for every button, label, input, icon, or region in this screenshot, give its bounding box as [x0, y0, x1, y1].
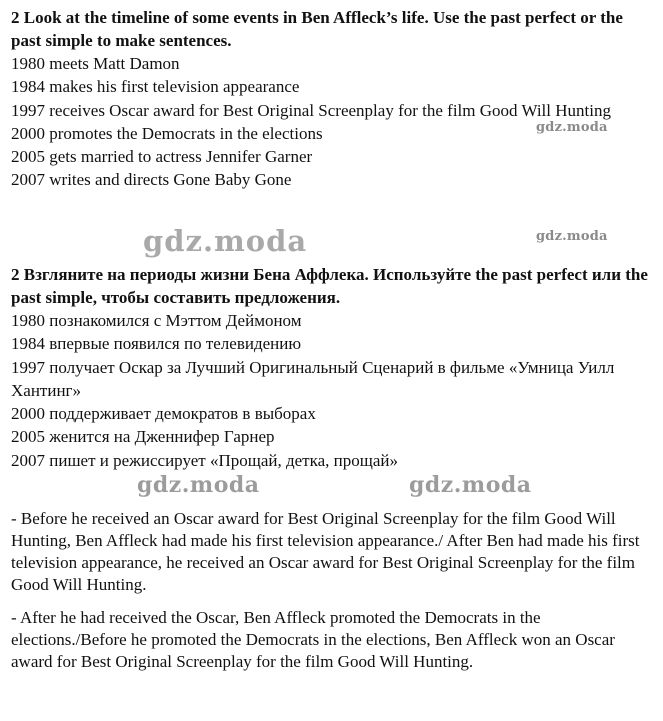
- answer-text-2: - After he had received the Oscar, Ben Affleck promoted the Democrats in the elections./Before he promoted the Democrats in the elections, Ben Affleck won an Oscar award for Best Original Screenplay for the film Good Will Hunting.: [11, 608, 615, 671]
- russian-task: [11, 263, 651, 472]
- russian-event-1984: 1984 впервые появился по телевидению: [11, 334, 302, 354]
- answer-text-1: - Before he received an Oscar award for Best Original Screenplay for the film Good Will Hunting, Ben Affleck had made his first television appearance./ After Ben had made his first television appearance, he received an Oscar award for Best Original Screenplay for the film Good Will Hunting.: [11, 509, 640, 594]
- english-event-2005: 2005 gets married to actress Jennifer Garner: [11, 147, 313, 167]
- watermark-small-middle: gdz.moda: [536, 229, 608, 244]
- russian-event-1980: 1980 познакомился с Мэттом Деймоном: [11, 311, 302, 330]
- english-event-2007: 2007 writes and directs Gone Baby Gone: [11, 170, 292, 190]
- answer-paragraph-2: [11, 607, 651, 673]
- watermark-medium-right: gdz.moda: [409, 472, 532, 498]
- english-event-1984: 1984 makes his first television appearance: [11, 77, 300, 97]
- answer-paragraph-1: [11, 508, 651, 596]
- russian-event-2007: 2007 пишет и режиссирует «Прощай, детка, прощай»: [11, 450, 398, 470]
- watermark-medium-left: gdz.moda: [137, 472, 260, 498]
- russian-event-1997: 1997 получает Оскар за Лучший Оригинальный Сценарий в фильме «Умница Уилл Хантинг»: [11, 357, 615, 400]
- russian-task-title: 2 Взгляните на периоды жизни Бена Аффлека. Используйте the past perfect или the past simple, чтобы составить предложения.: [11, 265, 648, 307]
- watermark-large: gdz.moda: [143, 224, 308, 258]
- english-task-title: 2 Look at the timeline of some events in Ben Affleck’s life. Use the past perfect or the past simple to make sentences.: [11, 8, 623, 50]
- russian-event-2000: 2000 поддерживает демократов в выборах: [11, 404, 316, 424]
- english-event-1980: 1980 meets Matt Damon: [11, 54, 180, 73]
- english-task: [11, 6, 651, 192]
- russian-event-2005: 2005 женится на Дженнифер Гарнер: [11, 427, 275, 447]
- english-event-1997: 1997 receives Oscar award for Best Original Screenplay for the film Good Will Hunting: [11, 100, 611, 120]
- english-event-2000: 2000 promotes the Democrats in the elections: [11, 123, 323, 143]
- watermark-small-top: gdz.moda: [536, 120, 608, 135]
